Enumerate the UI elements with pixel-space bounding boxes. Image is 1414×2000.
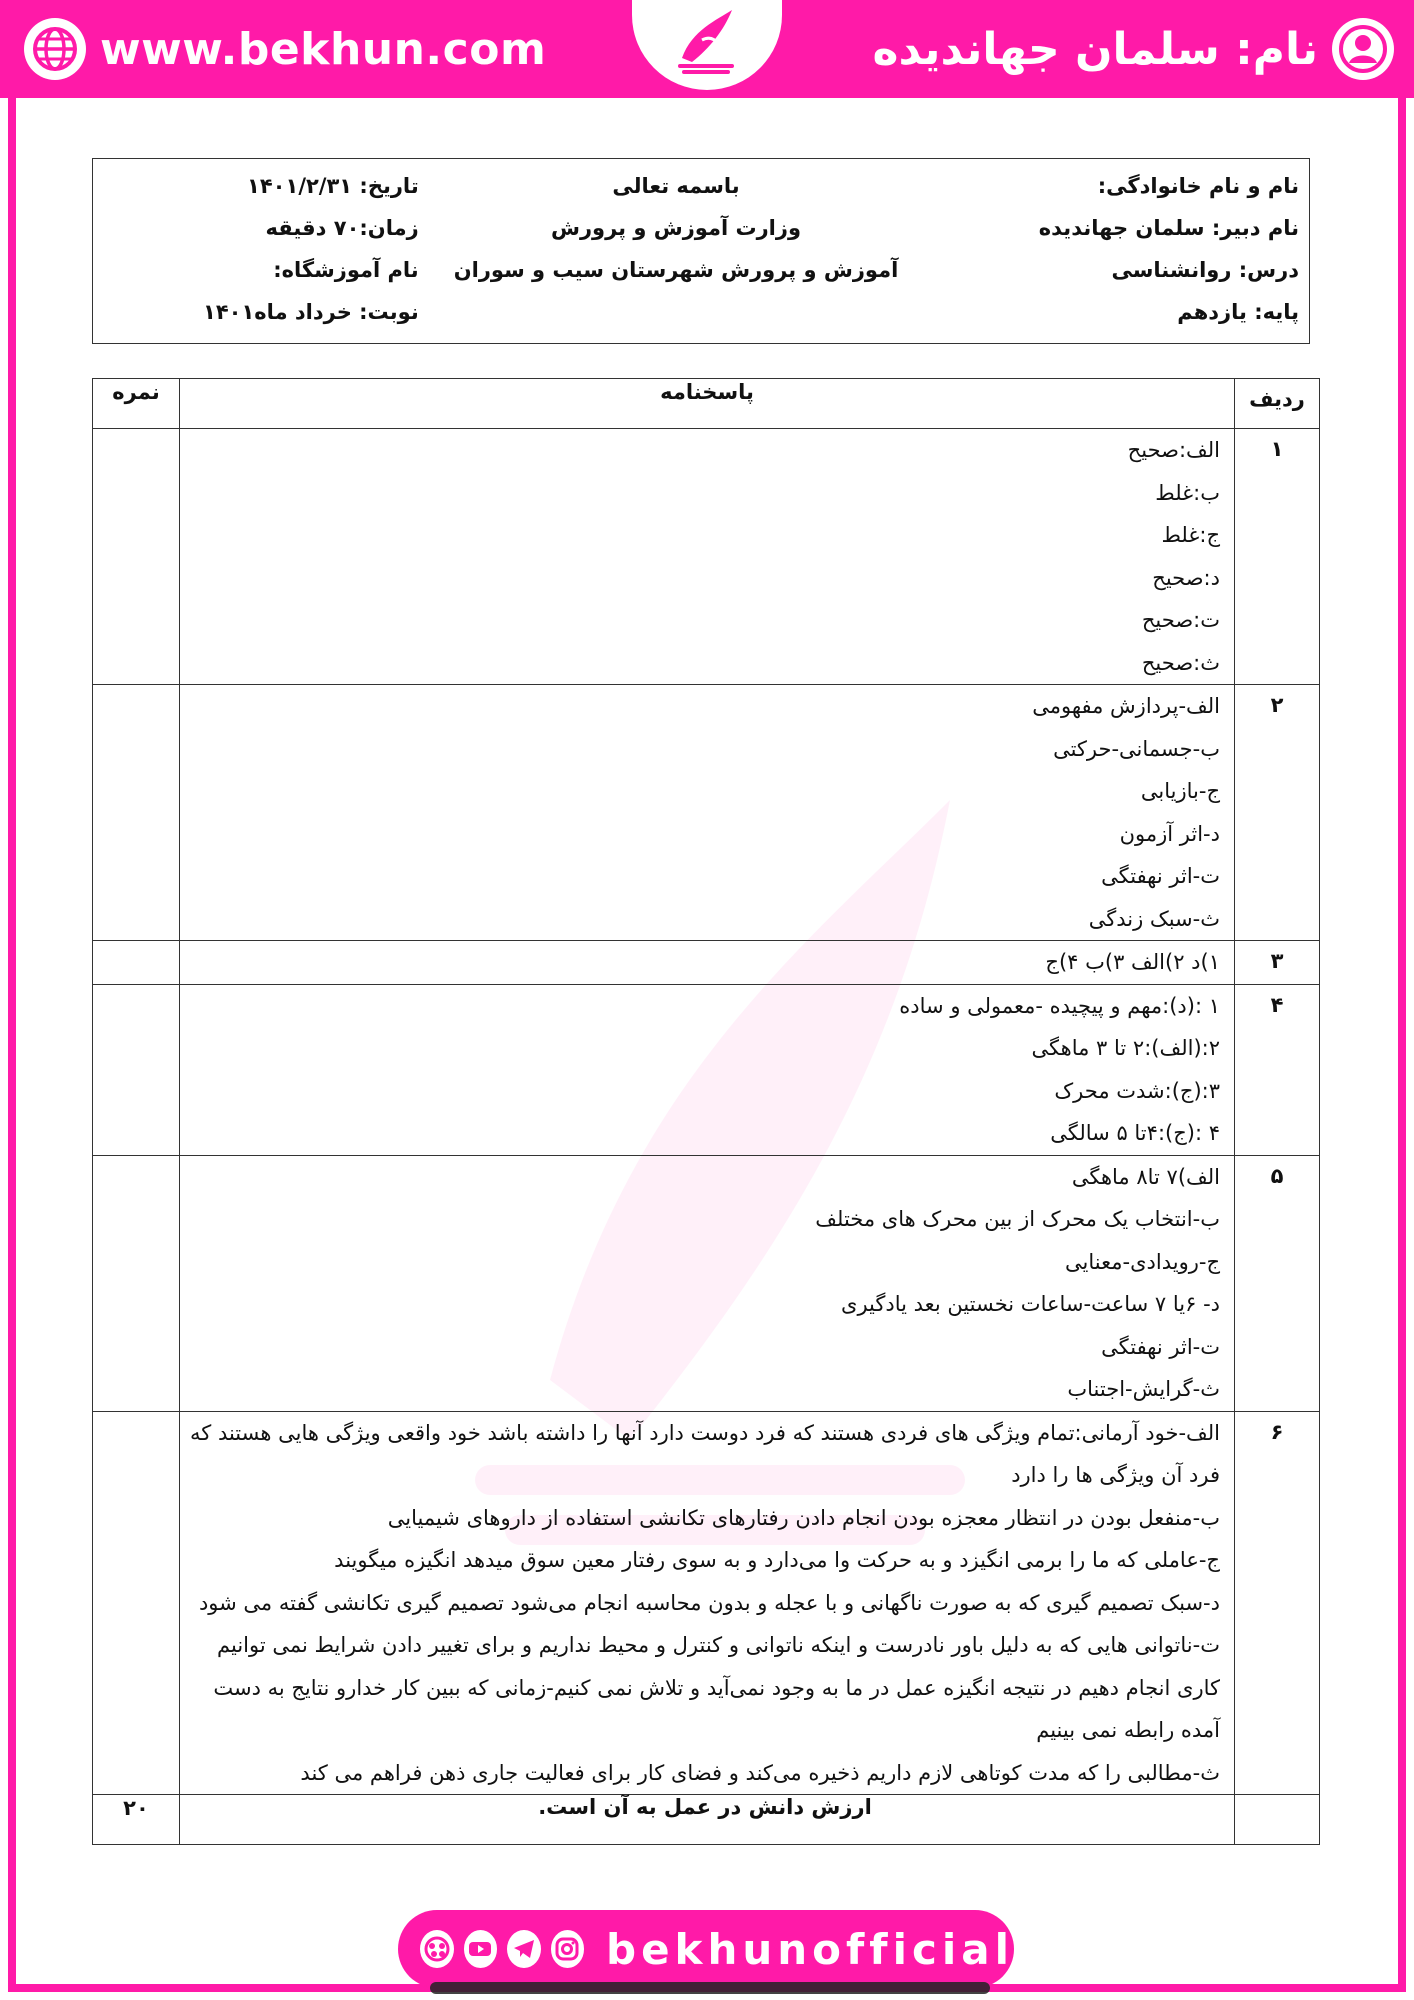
answer-line: ۱)د ۲)الف ۳)ب ۴)ج: [1045, 950, 1220, 974]
answer-paragraph: ب-منفعل بودن در انتظار معجزه بودن انجام دادن رفتارهای تکانشی استفاده از داروهای شیمیایی: [387, 1505, 1220, 1530]
answer-cell: [180, 1155, 1235, 1411]
exam-session: نوبت: خرداد ماه۱۴۰۱: [203, 300, 419, 324]
answer-cell: [180, 685, 1235, 941]
exam-info-box: [92, 158, 1310, 344]
table-row: [93, 941, 1320, 985]
answer-paragraph: ت-ناتوانی هایی که به دلیل باور نادرست و اینکه ناتوانی و کنترل و محیط نداریم و برای تغییر دادن شرایط نمی توانیم کاری انجام دهیم در نتیجه انگیزه عمل در ما به وجود نمی‌آید و تلاش نمی کنیم-زمانی که ببین کار خدارو نتایج به دست آمده رابطه نمی بینیم: [213, 1633, 1220, 1742]
exam-date: تاریخ: ۱۴۰۱/۲/۳۱: [247, 174, 419, 198]
row-number: ۵: [1235, 1155, 1320, 1411]
row-number: ۴: [1235, 984, 1320, 1155]
answer-paragraph: ث-مطالبی را که مدت کوتاهی لازم داریم ذخیره می‌کند و فضای کار برای فعالیت جاری ذهن فراهم می کند: [300, 1760, 1220, 1785]
instagram-icon[interactable]: [551, 1930, 585, 1968]
score-cell: [93, 1155, 180, 1411]
answer-paragraph: ج-عاملی که ما را برمی انگیزد و به حرکت وا می‌دارد و به سوی رفتار معین سوق میدهد انگیزه میگویند: [334, 1548, 1220, 1572]
score-cell: [93, 685, 180, 941]
answer-line: ت-اثر نهفتگی: [1101, 864, 1220, 888]
table-row: [93, 984, 1320, 1155]
answer-line: ث:صحیح: [1141, 650, 1220, 675]
answer-line: ث-گرایش-اجتناب: [1067, 1377, 1220, 1401]
answer-line: ج-رویدادی-معنایی: [1065, 1249, 1220, 1274]
school-label: نام آموزشگاه:: [273, 258, 419, 282]
table-row: [93, 429, 1320, 685]
exam-duration: زمان:۷۰ دقیقه: [265, 216, 419, 240]
answer-cell: [180, 429, 1235, 685]
table-row: [93, 685, 1320, 941]
answer-line: ب-انتخاب یک محرک از بین محرک های مختلف: [815, 1207, 1220, 1231]
answer-line: ۲:(الف):۲ تا ۳ ماهگی: [1031, 1036, 1220, 1060]
info-left: [203, 173, 419, 325]
answer-line: ۱ :(د):مهم و پیچیده -معمولی و ساده: [899, 993, 1220, 1018]
answer-cell: [180, 984, 1235, 1155]
grade-label: پایه: یازدهم: [1177, 300, 1299, 324]
pill-shadow: [430, 1982, 990, 1994]
col-header-answer: پاسخنامه: [180, 379, 1235, 429]
total-score: ۲۰: [93, 1795, 180, 1845]
teacher-name: [873, 14, 1394, 84]
col-header-row: ردیف: [1235, 379, 1320, 429]
answer-table: [92, 378, 1320, 1845]
globe-icon: [24, 18, 86, 80]
info-middle: [451, 173, 901, 283]
logo-icon: [632, 0, 782, 90]
answer-line: ۴ :(ج):۴تا ۵ سالگی: [1050, 1121, 1220, 1145]
footer-empty-cell: [1235, 1795, 1320, 1845]
answer-cell: [180, 1411, 1235, 1795]
answer-line: ج:غلط: [1161, 523, 1220, 547]
answer-paragraph: الف-خود آرمانی:تمام ویژگی های فردی هستند که فرد دوست دارد آنها را داشته باشد خود واقعی ویژگی هایی هستند که فرد آن ویژگی ها را دارد: [190, 1420, 1220, 1487]
subject-label: درس: روانشناسی: [1111, 258, 1299, 282]
social-handle: bekhunofficial: [606, 1924, 1015, 1974]
aparat-icon[interactable]: [420, 1930, 454, 1968]
youtube-icon[interactable]: [464, 1930, 498, 1968]
answer-line: د:صحیح: [1152, 565, 1220, 590]
answer-line: ت-اثر نهفتگی: [1101, 1334, 1220, 1359]
site-url: www.bekhun.com: [100, 23, 547, 75]
score-cell: [93, 941, 180, 985]
col-header-score: نمره: [93, 379, 180, 429]
footer-motto: ارزش دانش در عمل به آن است.: [180, 1795, 1235, 1845]
answer-line: الف)۷ تا۸ ماهگی: [1071, 1164, 1220, 1189]
answer-line: ب:غلط: [1155, 480, 1220, 505]
row-number: ۲: [1235, 685, 1320, 941]
row-number: ۳: [1235, 941, 1320, 985]
score-cell: [93, 429, 180, 685]
answer-cell: [180, 941, 1235, 985]
telegram-icon[interactable]: [507, 1930, 541, 1968]
row-number: ۱: [1235, 429, 1320, 685]
answer-line: الف-پردازش مفهومی: [1032, 694, 1220, 718]
user-icon: [1332, 18, 1394, 80]
basmala: باسمه تعالی: [612, 174, 740, 198]
answer-line: ث-سبک زندگی: [1088, 906, 1220, 931]
score-cell: [93, 1411, 180, 1795]
answer-line: ۳:(ج):شدت محرک: [1054, 1078, 1220, 1103]
site-link[interactable]: [24, 14, 546, 84]
row-number: ۶: [1235, 1411, 1320, 1795]
social-bar[interactable]: [398, 1910, 1014, 1988]
score-cell: [93, 984, 180, 1155]
answer-line: ت:صحیح: [1141, 608, 1220, 632]
info-right: [1039, 173, 1299, 325]
answer-line: د-اثر آزمون: [1119, 821, 1220, 846]
answer-line: الف:صحیح: [1127, 438, 1220, 462]
answer-line: ج-بازیابی: [1140, 779, 1220, 803]
ministry: وزارت آموزش و پرورش: [550, 216, 802, 240]
answer-paragraph: د-سبک تصمیم گیری که به صورت ناگهانی و با عجله و بدون محاسبه انجام می‌شود تصمیم گیری تکانشی گفته می شود: [198, 1590, 1220, 1615]
answer-line: ب-جسمانی-حرکتی: [1053, 736, 1220, 761]
student-name-label: نام و نام خانوادگی:: [1097, 174, 1299, 198]
table-footer-row: [93, 1795, 1320, 1845]
top-banner: [0, 0, 1414, 98]
answer-line: د- ۶یا ۷ ساعت-ساعات نخستین بعد یادگیری: [841, 1292, 1220, 1316]
department: آموزش و پرورش شهرستان سیب و سوران: [453, 258, 899, 282]
table-row: [93, 1155, 1320, 1411]
table-header-row: [93, 379, 1320, 429]
table-row: [93, 1411, 1320, 1795]
teacher-name-text: نام: سلمان جهاندیده: [872, 23, 1318, 75]
teacher-label: نام دبیر: سلمان جهاندیده: [1038, 216, 1299, 240]
